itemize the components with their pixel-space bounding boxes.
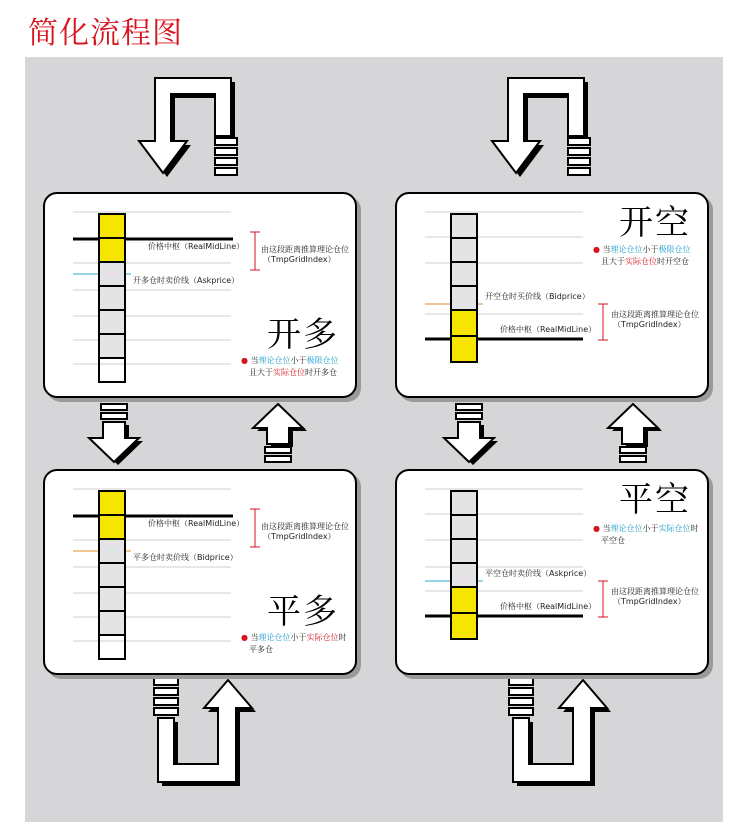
- panel-open-long: [43, 192, 357, 398]
- price-line-label: 开多仓时卖价线（Askprice）: [133, 276, 240, 285]
- mid-line-label: 价格中枢（RealMidLine）: [148, 242, 245, 251]
- bullet-icon: ●: [593, 245, 600, 254]
- loop-arrow-bottom-right-icon: [505, 676, 625, 796]
- condition-note: ● 当理论仓位小于实际仓位时 平空仓: [593, 524, 699, 545]
- mid-line-label: 价格中枢（RealMidLine）: [500, 602, 597, 611]
- range-label-sub: （TmpGridIndex）: [613, 320, 686, 329]
- loop-arrow-top-right-icon: [488, 66, 608, 182]
- loop-arrow-bottom-left-icon: [150, 676, 270, 796]
- price-line-label: 开空仓时买价线（Bidprice）: [485, 292, 590, 301]
- condition-note: ● 当理论仓位小于极限仓位 且大于实际仓位时开多仓: [241, 356, 339, 377]
- panel-open-short: [395, 192, 709, 398]
- up-arrow-right-icon: [605, 402, 665, 468]
- panel-title: 开空: [619, 203, 691, 243]
- range-label-sub: （TmpGridIndex）: [613, 597, 686, 606]
- range-label-sub: （TmpGridIndex）: [263, 532, 336, 541]
- price-line-label: 平多仓时卖价线（Bidprice）: [133, 553, 238, 562]
- range-label-sub: （TmpGridIndex）: [263, 255, 336, 264]
- price-line-label: 平空仓时卖价线（Askprice）: [485, 569, 592, 578]
- panel-close-long: [43, 469, 357, 675]
- range-label: 由这段距离推算理论仓位: [611, 587, 699, 596]
- condition-note: ● 当理论仓位小于极限仓位 且大于实际仓位时开空仓: [593, 245, 691, 266]
- mid-line-label: 价格中枢（RealMidLine）: [148, 519, 245, 528]
- up-arrow-left-icon: [250, 402, 310, 468]
- panel-title: 平空: [619, 480, 691, 520]
- panel-close-short: [395, 469, 709, 675]
- page-title: 简化流程图: [28, 16, 183, 51]
- down-arrow-right-icon: [441, 402, 501, 468]
- bullet-icon: ●: [241, 356, 248, 365]
- range-label: 由这段距离推算理论仓位: [261, 245, 349, 254]
- down-arrow-left-icon: [86, 402, 146, 468]
- bullet-icon: ●: [241, 633, 248, 642]
- range-label: 由这段距离推算理论仓位: [261, 522, 349, 531]
- mid-line-label: 价格中枢（RealMidLine）: [500, 325, 597, 334]
- condition-note: ● 当理论仓位小于实际仓位时 平多仓: [241, 633, 347, 654]
- range-label: 由这段距离推算理论仓位: [611, 310, 699, 319]
- loop-arrow-top-left-icon: [135, 66, 255, 182]
- panel-title: 平多: [267, 592, 339, 632]
- panel-title: 开多: [267, 315, 339, 355]
- bullet-icon: ●: [593, 524, 600, 533]
